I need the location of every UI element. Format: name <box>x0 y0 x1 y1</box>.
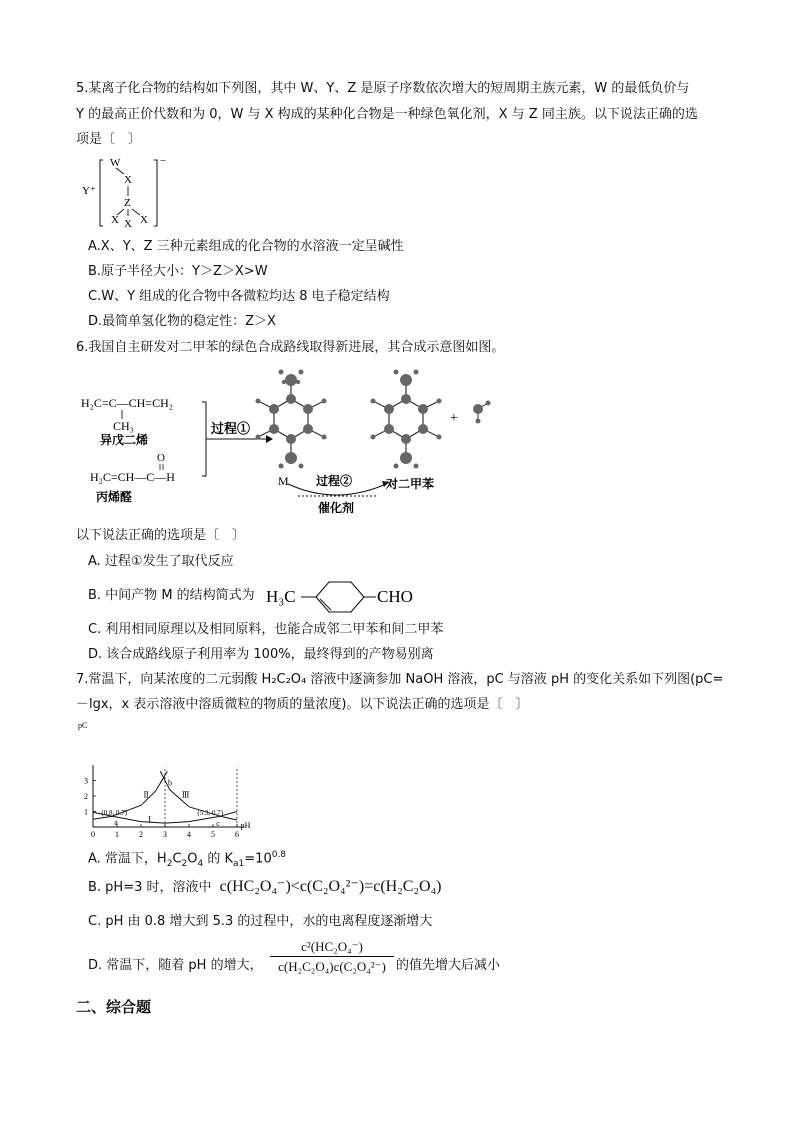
x-tick-label: 2 <box>139 830 143 839</box>
x-tick-label: 3 <box>163 830 167 839</box>
struct-w: W <box>110 157 121 169</box>
process1-label: 过程① <box>211 421 251 436</box>
q7-option-b: B. pH=3 时，溶液中 c(HC₂O₄⁻)<c(C₂O₄²⁻)=c(H₂C₂O₄) <box>88 878 442 895</box>
m-structure <box>266 574 426 616</box>
struct-x-left: X <box>111 214 119 226</box>
pc-ph-chart <box>76 718 266 840</box>
q7-option-c: C. pH 由 0.8 增大到 5.3 的过程中，水的电离程度逐渐增大 <box>88 914 433 929</box>
acrolein-o: O <box>157 452 165 464</box>
acrolein-formula: H₂C=CH—C—H <box>90 470 175 484</box>
point-label-a: a <box>114 818 118 828</box>
intermediate-atoms <box>256 370 327 469</box>
x-tick-label: 1 <box>115 830 119 839</box>
q5-stem-line2: Y 的最高正价代数和为 0，W 与 X 构成的某种化合物是一种绿色氧化剂，X 与 Z 同主族。以下说法正确的选 <box>76 107 698 122</box>
fraction-numerator: c²(HC₂O₄⁻) <box>301 939 363 954</box>
q7-stem-line1: 7.常温下，向某浓度的二元弱酸 H₂C₂O₄ 溶液中逐滴参加 NaOH 溶液，pC 与溶液 pH 的变化关系如下列图(pC= <box>76 672 724 687</box>
point-label-b: b <box>168 778 172 788</box>
section-title: 二、综合题 <box>76 998 152 1016</box>
isoprene-formula: H₂C=C—CH=CH₂ <box>81 396 173 410</box>
struct-x-mid: X <box>124 218 132 230</box>
x-tick-label: 0 <box>91 830 95 839</box>
q7-option-d: D. 常温下，随着 pH 的增大， <box>88 958 263 973</box>
fraction-denominator: c(H₂C₂O₄)c(C₂O₄²⁻) <box>270 956 394 977</box>
q6-option-b: B. 中间产物 M 的结构简式为 <box>88 588 255 603</box>
coord-label-c: (5.3, 0.7) <box>197 809 224 818</box>
acrolein-name: 丙烯醛 <box>96 490 133 504</box>
q5-ion-structure <box>78 152 178 232</box>
coord-label-a: (0.8, 0.7) <box>101 809 128 818</box>
q5-stem-line3: 项是〔 〕 <box>76 132 142 147</box>
y-tick-label: 3 <box>84 776 88 786</box>
q5-option-b: B.原子半径大小：Y＞Z＞X>W <box>88 264 268 279</box>
struct-x-top: X <box>124 174 132 186</box>
water-molecule <box>473 401 491 424</box>
p-xylene-molecule <box>375 382 437 456</box>
region-label-3: Ⅲ <box>181 790 190 800</box>
process2-label: 过程② <box>316 474 353 488</box>
q5-option-d: D.最简单氢化物的稳定性：Z＞X <box>88 314 276 329</box>
q6-question: 以下说法正确的选项是〔 〕 <box>76 528 246 543</box>
q5-option-a: A.X、Y、Z 三种元素组成的化合物的水溶液一定呈碱性 <box>88 239 404 254</box>
q5-stem-line1: 5.某离子化合物的结构如下列图，其中 W、Y、Z 是原子序数依次增大的短周期主族元素，W 的最低负价与 <box>76 81 690 96</box>
q5-option-c: C.W、Y 组成的化合物中各微粒均达 8 电子稳定结构 <box>88 289 390 304</box>
p-xylene-atoms <box>371 370 442 469</box>
struct-x-right: X <box>140 214 148 226</box>
q7-option-b-expr: c(HC₂O₄⁻)<c(C₂O₄²⁻)=c(H₂C₂O₄) <box>219 878 442 895</box>
q6-option-a: A. 过程①发生了取代反应 <box>88 554 234 569</box>
q6-option-c: C. 利用相同原理以及相同原料，也能合成邻二甲苯和间二甲苯 <box>88 622 444 637</box>
m-label: M <box>278 474 289 488</box>
q7-stem-line2: －lgx，x 表示溶液中溶质微粒的物质的量浓度)。以下说法正确的选项是〔 〕 <box>76 697 529 712</box>
y-tick-label: 2 <box>84 792 88 801</box>
m-h3c: H₃C <box>266 587 296 606</box>
q7-option-a: A. 常温下，$H_2C_2O_4$ 的 $K_{a1}=10^{0.8}$ <box>88 850 287 869</box>
q7-option-d-suffix: 的值先增大后减小 <box>396 958 501 973</box>
x-tick-label: 6 <box>235 830 239 839</box>
struct-cation: Y⁺ <box>82 185 96 197</box>
point-label-c: c <box>216 819 220 829</box>
y-tick-label: 1 <box>84 807 88 817</box>
y-axis-label: pC <box>78 721 88 730</box>
q6-option-d: D. 该合成路线原子利用率为 100%，最终得到的产物易别离 <box>88 647 434 662</box>
x-axis-label: pH <box>240 821 251 830</box>
region-label-2: Ⅱ <box>143 790 149 800</box>
m-cho: CHO <box>377 587 413 606</box>
left-bracket <box>100 160 103 226</box>
product-label: 对二甲苯 <box>386 477 435 491</box>
plus-sign: + <box>450 411 458 426</box>
struct-charge: − <box>160 155 167 167</box>
q6-synthesis-figure <box>76 364 506 522</box>
q7-fraction <box>270 938 394 977</box>
right-bracket <box>154 160 157 226</box>
q6-stem: 6.我国自主研发对二甲苯的绿色合成路线取得新进展，其合成示意图如图。 <box>76 340 505 355</box>
struct-z: Z <box>124 197 131 209</box>
intermediate-molecule <box>260 382 322 456</box>
x-tick-label: 5 <box>211 830 215 839</box>
isoprene-ch3: CH₃ <box>113 419 134 433</box>
x-tick-label: 4 <box>187 830 191 839</box>
catalyst-label: 催化剂 <box>318 501 355 515</box>
region-label-1: I <box>148 814 151 824</box>
isoprene-name: 异戊二烯 <box>100 433 149 447</box>
